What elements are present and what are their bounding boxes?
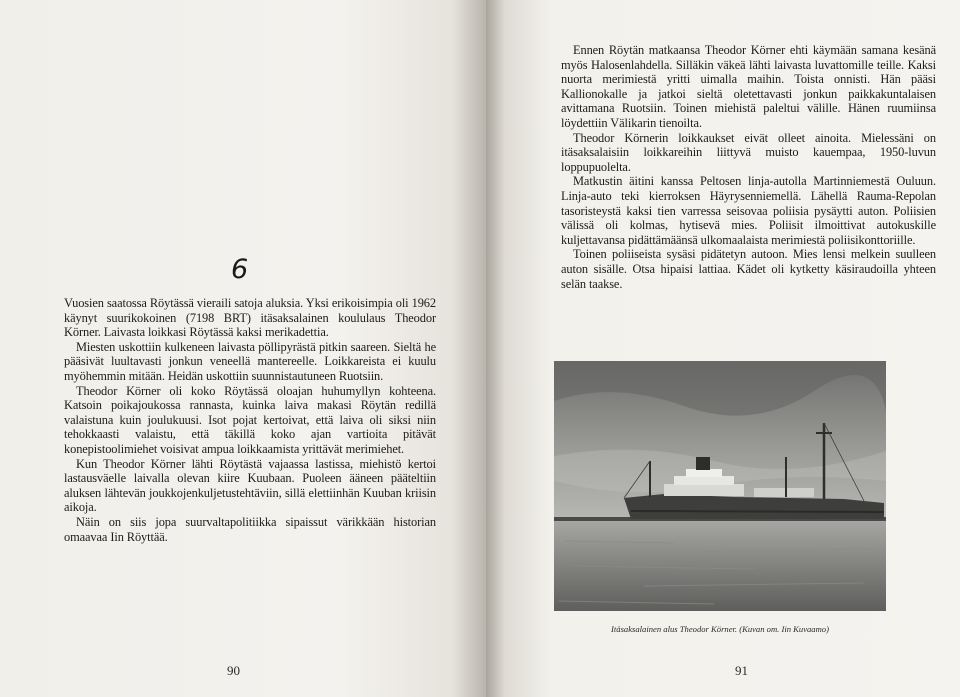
paragraph: Theodor Körnerin loikkaukset eivät olleet ainoita. Mielessäni on itäsaksalaisiin loikkareihin liittyvä muisto kauempaa, 1950-luvun loppupuolelta. [561, 130, 936, 174]
paragraph: Theodor Körner oli koko Röytässä oloajan huhumyllyn kohteena. Katsoin poikajoukossa rannasta, kuinka laiva makasi Röytän redillä valaistuna kuin joulukuusi. Isot pojat kertoivat, että laiva oli siksi niin tehokkaasti valaistu, että täkillä koko ajan vartioita pitävät konepistoolimiehet voisivat ampua loikkaamista yrittävät merimiehet. [64, 383, 436, 456]
paragraph: Ennen Röytän matkaansa Theodor Körner ehti käymään samana kesänä myös Halosenlahdella. Silläkin väkeä lähti laivasta luvattomille teille. Kaksi nuorta merimiestä yritti uimalla maihin. Toista onnisti. Hän pääsi Kallionokalle ja jatkoi sieltä oletettavasti jonkun paikkakuntalaisen avittamana Ruotsiin. Toinen miehistä paleltui välille. Hänen ruumiinsa löydettiin Välikarin tienoilta. [561, 43, 936, 130]
right-body-text [561, 43, 936, 291]
chapter-number: 6 [231, 254, 249, 285]
right-page [486, 0, 960, 697]
paragraph: Kun Theodor Körner lähti Röytästä vajaassa lastissa, miehistö kertoi lastausväelle laivalla olevan kiire Kuubaan. Puoleen ääneen pääteltiin aluksen lähtevän joukkojenkuljetustehtäviin, sillä elettiinhän Kuuban kriisin aikoja. [64, 456, 436, 515]
paragraph: Matkustin äitini kanssa Peltosen linja-autolla Martinniemestä Ouluun. Linja-auto teki kierroksen Häyrysenniemellä. Lähellä Rauma-Repolan tasoristeystä kaksi tien varressa seisovaa poliisia pysäytti auton. Poliisien välissä oli kolmas, hytisevä mies. Poliisit ilmoittivat autokuskille kuljettavansa pidättämäänsä ulkomaalaista merimiestä poliisikonttoriille. [561, 174, 936, 247]
paragraph: Näin on siis jopa suurvaltapolitiikka sipaissut värikkään historian omaavaa Iin Röyttää. [64, 514, 436, 544]
paragraph: Toinen poliiseista sysäsi pidätetyn autoon. Mies lensi melkein suulleen auton sisälle. Otsa hipaisi lattiaa. Kädet oli kytketty käsiraudoilla yhteen selän taakse. [561, 247, 936, 291]
paragraph: Miesten uskottiin kulkeneen laivasta pöllipyrästä pitkin saareen. Sieltä he pääsivät luultavasti jonkun veneellä mantereelle. Loikkareista ei kuulu myöhemmin mitään. Heidän uskottiin suunnistautuneen Ruotsiin. [64, 339, 436, 383]
paragraph: Vuosien saatossa Röytässä vieraili satoja aluksia. Yksi erikoisimpia oli 1962 käynyt suurikokoinen (7198 BRT) itäsaksalainen koululaus Theodor Körner. Laivasta loikkasi Röytässä kaksi merikadettia. [64, 296, 436, 340]
page-number-left: 90 [227, 663, 240, 678]
ship-photo [554, 361, 886, 611]
photo-caption: Itäsaksalainen alus Theodor Körner. (Kuvan om. Iin Kuvaamo) [611, 624, 829, 634]
left-body-text [64, 296, 436, 544]
page-number-right: 91 [735, 663, 748, 678]
